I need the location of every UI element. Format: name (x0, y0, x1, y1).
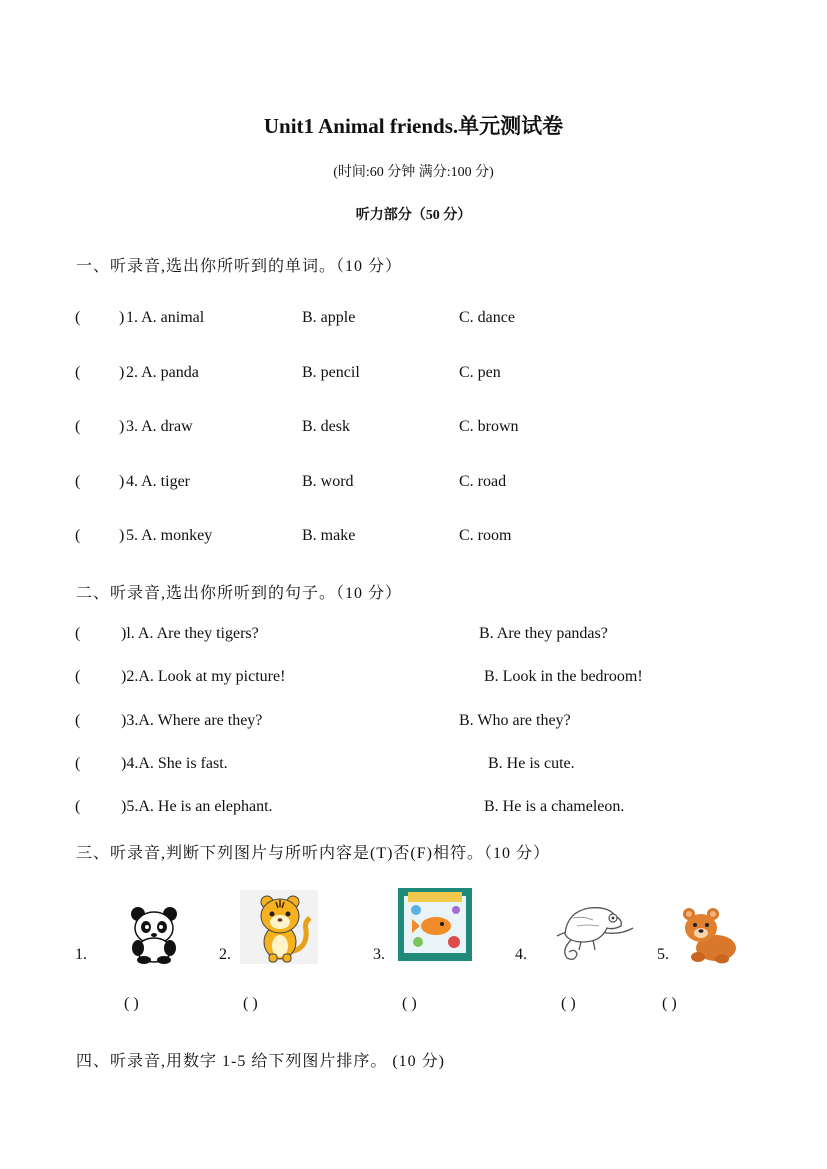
answer-bracket[interactable]: ( (75, 712, 81, 729)
option-b: B. make (302, 527, 356, 544)
section3-heading: 三、听录音,判断下列图片与所听内容是(T)否(F)相符。（10 分） (76, 845, 550, 862)
option-b: B. word (302, 473, 354, 490)
picture-number: 4. (515, 946, 527, 963)
answer-blank[interactable]: ( ) (561, 995, 576, 1012)
answer-bracket[interactable]: ( (75, 309, 81, 326)
section2-heading: 二、听录音,选出你所听到的句子。（10 分） (76, 585, 403, 602)
option-c: C. dance (459, 309, 515, 326)
answer-bracket[interactable]: ( (75, 625, 81, 642)
option-b: B. He is cute. (488, 755, 575, 772)
bear-icon (680, 906, 740, 964)
answer-blank[interactable]: ( ) (402, 995, 417, 1012)
option-a: )l. A. Are they tigers? (121, 625, 259, 642)
picture-number: 1. (75, 946, 87, 963)
bracket-close: ) (119, 473, 125, 490)
option-a: 4. A. tiger (126, 473, 190, 490)
part-heading: 听力部分（50 分） (355, 208, 472, 223)
option-c: C. brown (459, 418, 519, 435)
option-a: )3.A. Where are they? (121, 712, 263, 729)
option-b: B. Who are they? (459, 712, 571, 729)
bracket-close: ) (119, 527, 125, 544)
tiger-icon (240, 890, 318, 964)
answer-bracket[interactable]: ( (75, 527, 81, 544)
picture-number: 2. (219, 946, 231, 963)
option-c: C. road (459, 473, 507, 490)
bracket-close: ) (119, 418, 125, 435)
answer-bracket[interactable]: ( (75, 798, 81, 815)
option-a: 5. A. monkey (126, 527, 213, 544)
page-title: Unit1 Animal friends.单元测试卷 (263, 114, 564, 138)
option-a: 1. A. animal (126, 309, 205, 326)
exam-info: (时间:60 分钟 满分:100 分) (333, 165, 494, 180)
answer-blank[interactable]: ( ) (243, 995, 258, 1012)
option-b: B. Look in the bedroom! (484, 668, 643, 685)
answer-bracket[interactable]: ( (75, 755, 81, 772)
option-c: C. room (459, 527, 512, 544)
answer-bracket[interactable]: ( (75, 418, 81, 435)
option-b: B. desk (302, 418, 350, 435)
option-b: B. apple (302, 309, 356, 326)
answer-bracket[interactable]: ( (75, 364, 81, 381)
answer-bracket[interactable]: ( (75, 668, 81, 685)
option-a: )5.A. He is an elephant. (121, 798, 273, 815)
chameleon-icon (553, 898, 635, 964)
option-c: C. pen (459, 364, 501, 381)
answer-blank[interactable]: ( ) (662, 995, 677, 1012)
answer-blank[interactable]: ( ) (124, 995, 139, 1012)
picture-number: 5. (657, 946, 669, 963)
answer-bracket[interactable]: ( (75, 473, 81, 490)
panda-icon (128, 906, 180, 964)
option-a: 2. A. panda (126, 364, 199, 381)
picture-book-icon (398, 888, 472, 961)
bracket-close: ) (119, 309, 125, 326)
option-b: B. Are they pandas? (479, 625, 608, 642)
option-b: B. He is a chameleon. (484, 798, 625, 815)
option-a: )4.A. She is fast. (121, 755, 228, 772)
bracket-close: ) (119, 364, 125, 381)
option-a: 3. A. draw (126, 418, 193, 435)
section4-heading: 四、听录音,用数字 1-5 给下列图片排序。 (10 分) (76, 1053, 445, 1070)
option-b: B. pencil (302, 364, 360, 381)
option-a: )2.A. Look at my picture! (121, 668, 286, 685)
picture-number: 3. (373, 946, 385, 963)
section1-heading: 一、听录音,选出你所听到的单词。（10 分） (76, 258, 403, 275)
